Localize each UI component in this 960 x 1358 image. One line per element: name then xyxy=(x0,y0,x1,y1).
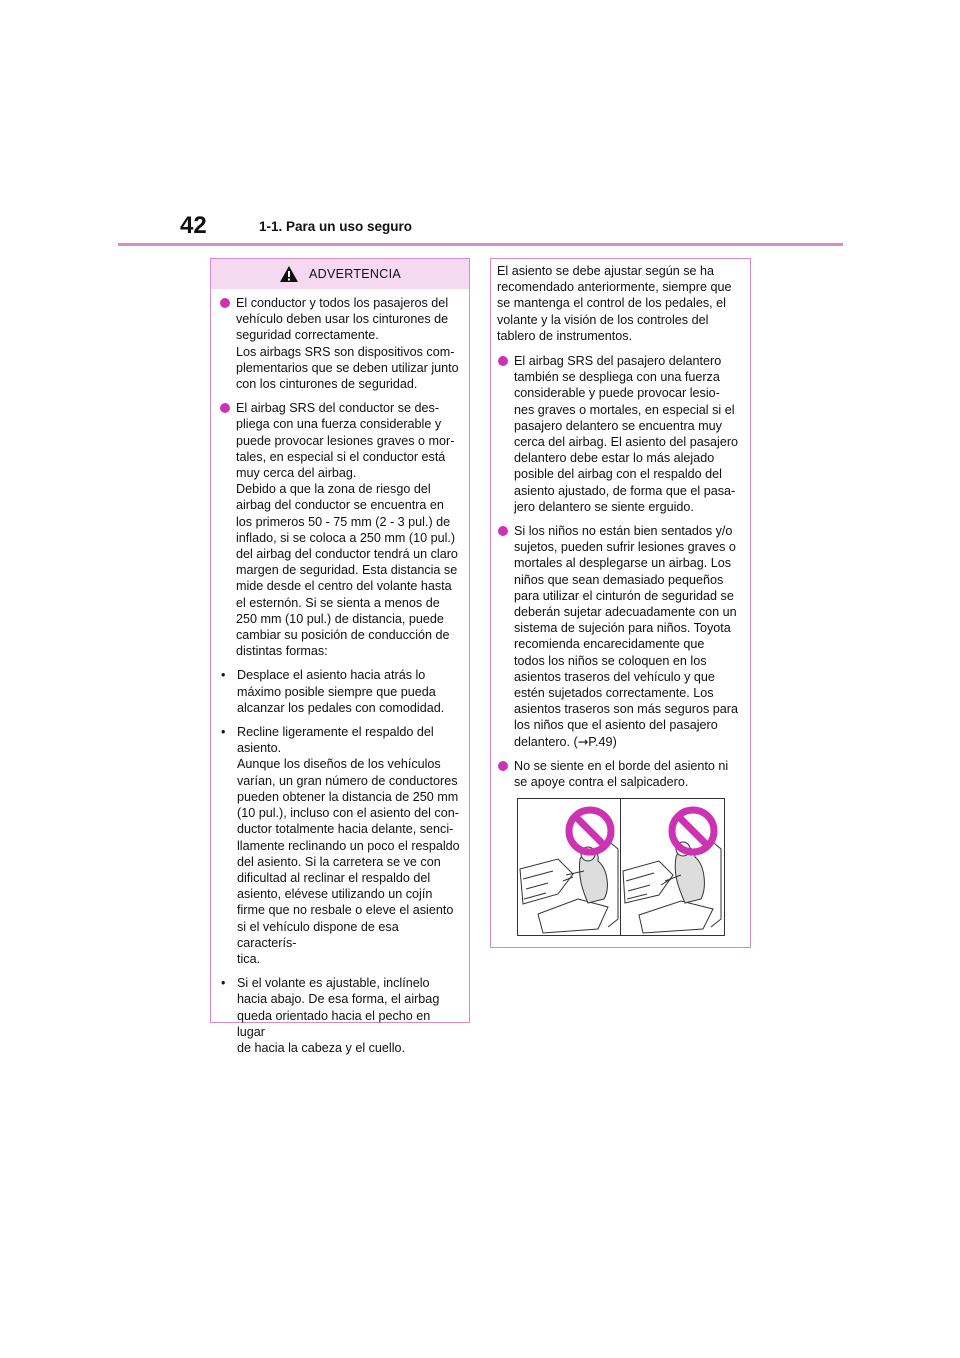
header-rule xyxy=(118,243,843,246)
list-item xyxy=(497,758,744,790)
intro-text: El asiento se debe ajustar según se ha recomendado anteriormente, siempre que se mantenga el control de los pedales, el volante y la visión de los controles del tablero de instrumentos. xyxy=(497,264,732,343)
list-item xyxy=(497,523,744,750)
bullet-icon xyxy=(220,403,230,413)
warning-header xyxy=(211,259,469,289)
list-item xyxy=(219,295,461,392)
page-number: 42 xyxy=(180,212,207,239)
warning-box xyxy=(210,258,470,1055)
warning-content xyxy=(211,289,469,1056)
illustration-panel-left xyxy=(518,799,621,935)
sub-item-text: Recline ligeramente el respaldo del asiento. Aunque los diseños de los vehículos varían, un gran número de conductores pueden obtener la distancia de 250 mm (10 pul.), incluso con el asiento del con- ductor totalmente hacia delante, senci- llamente reclinando un poco el respaldo del asiento. Si la carretera se ve con dificultad al reclinar el respaldo del asiento, elévese utilizando un cojín firme que no resbale o eleve el asiento si el vehículo dispone de esa caracterís- tica. xyxy=(237,725,460,966)
list-item xyxy=(219,400,461,659)
continuation-box xyxy=(490,258,751,948)
dot-icon: • xyxy=(221,668,226,683)
bullet-icon xyxy=(498,526,508,536)
item-text: El conductor y todos los pasajeros del vehículo deben usar los cinturones de seguridad correctamente. Los airbags SRS son dispositivos com- plementarios que se deben utilizar junto con los cinturones de seguridad. xyxy=(236,296,459,392)
continuation-content xyxy=(491,259,750,936)
page-reference-link[interactable]: P.49) xyxy=(588,734,617,749)
section-title: 1-1. Para un uso seguro xyxy=(259,219,413,234)
bullet-icon xyxy=(498,356,508,366)
list-item xyxy=(497,353,744,515)
item-text xyxy=(514,523,744,750)
seating-illustration xyxy=(517,798,725,936)
reference-arrow-icon: → xyxy=(577,733,589,749)
prohibition-icon xyxy=(667,805,719,857)
item-text: No se siente en el borde del asiento ni se apoye contra el salpicadero. xyxy=(514,758,729,790)
dot-icon: • xyxy=(221,976,226,991)
bullet-icon xyxy=(220,298,230,308)
item-text: El airbag SRS del pasajero delantero también se despliega con una fuerza considerable y puede provocar lesio- nes graves o mortales, en especial si el pasajero delantero se encuentra muy cerca del airbag. El asiento del pasajero delantero debe estar lo más alejado posible del airbag con el respaldo del asiento ajustado, de forma que el pasa- jero delantero se siente erguido. xyxy=(514,354,739,514)
item-text: El airbag SRS del conductor se des- pliega con una fuerza considerable y puede provocar lesiones graves o mor- tales, en especial si el conductor está muy cerca del airbag. Debido a que la zona de riesgo del airbag del conductor se encuentra en los primeros 50 - 75 mm (2 - 3 pul.) de inflado, si se coloca a 250 mm (10 pul.) del airbag del conductor tendrá un claro margen de seguridad. Esta distancia se mide desde el centro del volante hasta el esternón. Si se sienta a menos de 250 mm (10 pul.) de distancia, puede cambiar su posición de conducción de distintas formas: xyxy=(236,401,458,659)
warning-title: ADVERTENCIA xyxy=(309,267,401,281)
sub-item xyxy=(221,975,461,1056)
sub-item-text: Si el volante es ajustable, inclínelo hacia abajo. De esa forma, el airbag queda orientado hacia el pecho en lugar de hacia la cabeza y el cuello. xyxy=(237,976,440,1055)
dot-icon: • xyxy=(221,725,226,740)
warning-triangle-icon xyxy=(279,265,299,283)
item-text-body: Si los niños no están bien sentados y/o sujetos, pueden sufrir lesiones graves o mortales al desplegarse un airbag. Los niños que sean demasiado pequeños para utilizar el cinturón de seguridad se deberán sujetar adecuadamente con un sistema de sujeción para niños. Toyota recomienda encarecidamente que todos los niños se coloquen en los asientos traseros del vehículo y que estén sujetados correctamente. Los asientos traseros son más seguros para los niños que el asiento del pasajero delantero. ( xyxy=(514,524,739,749)
prohibition-icon xyxy=(564,805,616,857)
illustration-panel-right xyxy=(620,799,724,935)
sub-item-text: Desplace el asiento hacia atrás lo máximo posible siempre que pueda alcanzar los pedales con comodidad. xyxy=(237,668,445,715)
sub-item xyxy=(221,667,461,716)
sub-item xyxy=(221,724,461,967)
bullet-icon xyxy=(498,761,508,771)
